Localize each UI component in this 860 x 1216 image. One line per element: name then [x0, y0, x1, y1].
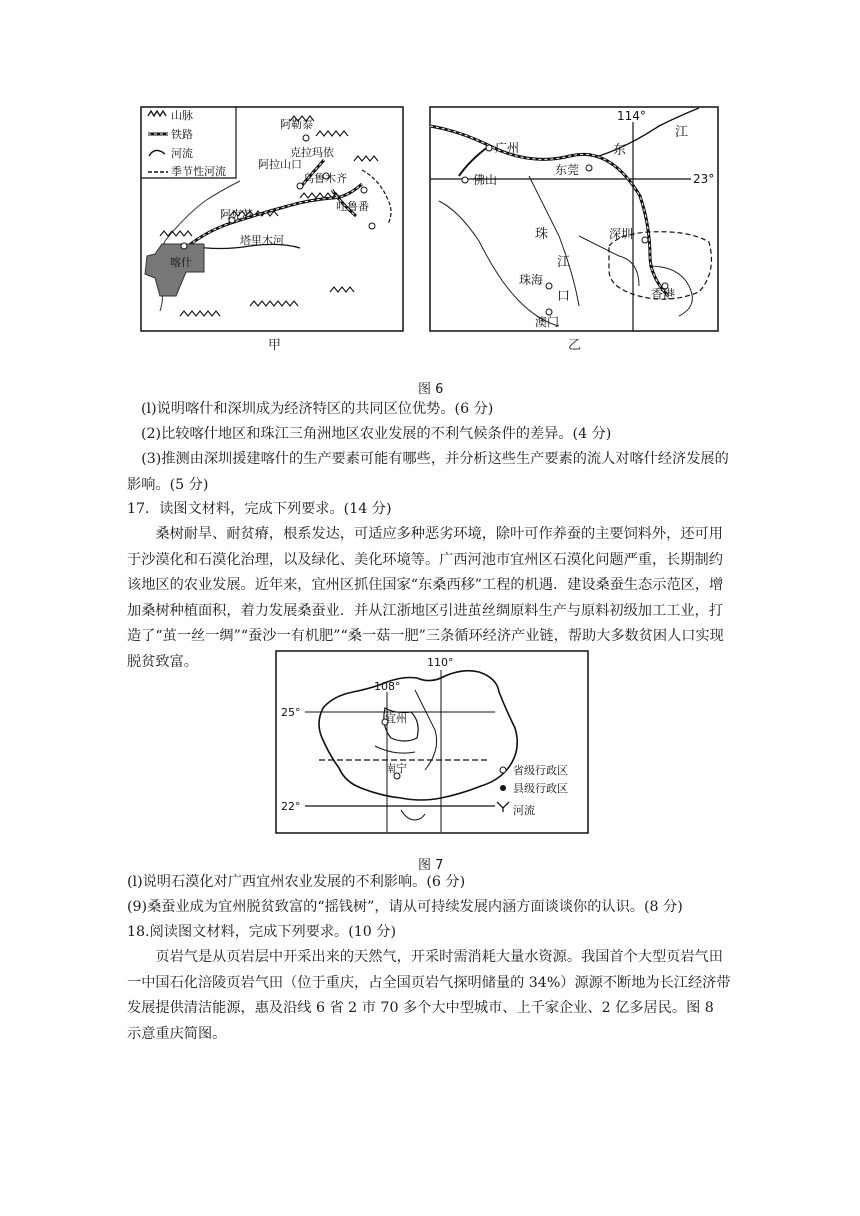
label-kashgar: 喀什 — [170, 256, 192, 269]
fig6-map-b-label: 乙 — [568, 338, 582, 353]
label-zhujiang-1: 珠 — [535, 227, 549, 242]
q18-title: 18.阅读图文材料，完成下列要求。(10 分) — [127, 924, 397, 940]
label-nanning: 南宁 — [385, 762, 407, 775]
fig6-map-b — [429, 106, 719, 332]
label-dongjiang-1: 东 — [613, 143, 627, 158]
label-lon-114: 114° — [617, 109, 646, 123]
label-lat-22: 22° — [281, 800, 301, 813]
label-shenzhen: 深圳 — [609, 227, 634, 241]
label-lon-110: 110° — [427, 656, 454, 669]
legend-river: 河流 — [171, 147, 193, 160]
legend-railway: 铁路 — [171, 128, 193, 141]
q16-item-3: (3)推测由深圳援建喀什的生产要素可能有哪些，并分析这些生产要素的流人对喀什经济发展的影响。(5 分) — [127, 451, 729, 493]
legend-provincial-symbol — [500, 767, 506, 773]
q17-title: 17．读图文材料，完成下列要求。(14 分) — [127, 501, 392, 517]
label-zhujiang-2: 江 — [557, 255, 571, 270]
q17-material: 桑树耐旱、耐贫瘠，根系发达，可适应多种恶劣环境，除叶可作养蚕的主要饲料外，还可用于沙漠化和石漠化治理，以及绿化、美化环境等。广西河池市宜州区石漠化问题严重，长期制约该地区的农业发展。近年来，宜州区抓住国家“东桑西移”工程的机遇．建设桑蚕生态示范区，增加桑树种植面积，着力发展桑蚕业．并从江浙地区引进茧丝绸原料生产与原料初级加工工业，打造了“茧一丝一绸”“蚕沙一有机肥”“桑一菇一肥”三条循环经济产业链，帮助大多数贫困人口实现脱贫致富。 — [127, 526, 724, 670]
label-altai: 阿勒泰 — [280, 118, 313, 131]
fig7-caption: 图 7 — [418, 858, 444, 873]
label-zhujiang-3: 口 — [557, 289, 571, 304]
label-urumqi: 乌鲁木齐 — [303, 172, 347, 185]
fig6-caption: 图 6 — [418, 382, 444, 397]
label-yizhou: 宜州 — [385, 712, 407, 725]
q16-item-1: (l)说明喀什和深圳成为经济特区的共同区位优势。(6 分) — [141, 401, 494, 417]
label-dongguan: 东莞 — [555, 163, 580, 177]
legend-county-symbol — [500, 785, 506, 791]
label-macau: 澳门 — [535, 315, 560, 329]
legend-county: 县级行政区 — [513, 782, 568, 795]
label-foshan: 佛山 — [473, 173, 498, 187]
fig7-map — [275, 650, 589, 834]
q17-item-2: (9)桑蚕业成为宜州脱贫致富的“摇钱树”，请从可持续发展内涵方面谈谈你的认识。(8 分) — [127, 899, 683, 915]
label-lat-23: 23° — [693, 172, 715, 186]
legend-river-7: 河流 — [513, 804, 535, 817]
label-lon-108: 108° — [374, 680, 401, 693]
label-tarim: 塔里木河 — [240, 234, 284, 247]
label-karamay: 克拉玛依 — [290, 146, 334, 159]
q16-item-2: (2)比较喀什地区和珠江三角洲地区农业发展的不利气候条件的差异。(4 分) — [141, 426, 612, 442]
legend-provincial: 省级行政区 — [513, 764, 568, 777]
fig6-map-a-label: 甲 — [268, 338, 282, 353]
label-turpan: 吐鲁番 — [336, 200, 369, 213]
label-zhuhai: 珠海 — [519, 273, 544, 287]
q17-item-1: (l)说明石漠化对广西宜州农业发展的不利影响。(6 分) — [127, 874, 466, 890]
fig6-map-a — [140, 106, 404, 332]
label-hongkong: 香港 — [651, 287, 676, 301]
label-guangzhou: 广州 — [495, 141, 520, 155]
label-alashankou: 阿拉山口 — [258, 158, 302, 171]
legend-mountains: 山脉 — [171, 109, 193, 122]
q18-material: 页岩气是从页岩层中开采出来的天然气，开采时需消耗大量水资源。我国首个大型页岩气田一中国石化涪陵页岩气田（位于重庆，占全国页岩气探明储量的 34%）源源不断地为长江经济带发展提供清洁能源，惠及沿线 6 省 2 市 70 多个大中型城市、上千家企业、2 亿多居民。图 8 示意重庆简图。 — [127, 949, 731, 1042]
legend-seasonal-river: 季节性河流 — [171, 165, 226, 178]
label-dongjiang-2: 江 — [675, 125, 689, 140]
label-lat-25: 25° — [281, 706, 301, 719]
label-aksu: 阿克苏 — [220, 208, 253, 221]
